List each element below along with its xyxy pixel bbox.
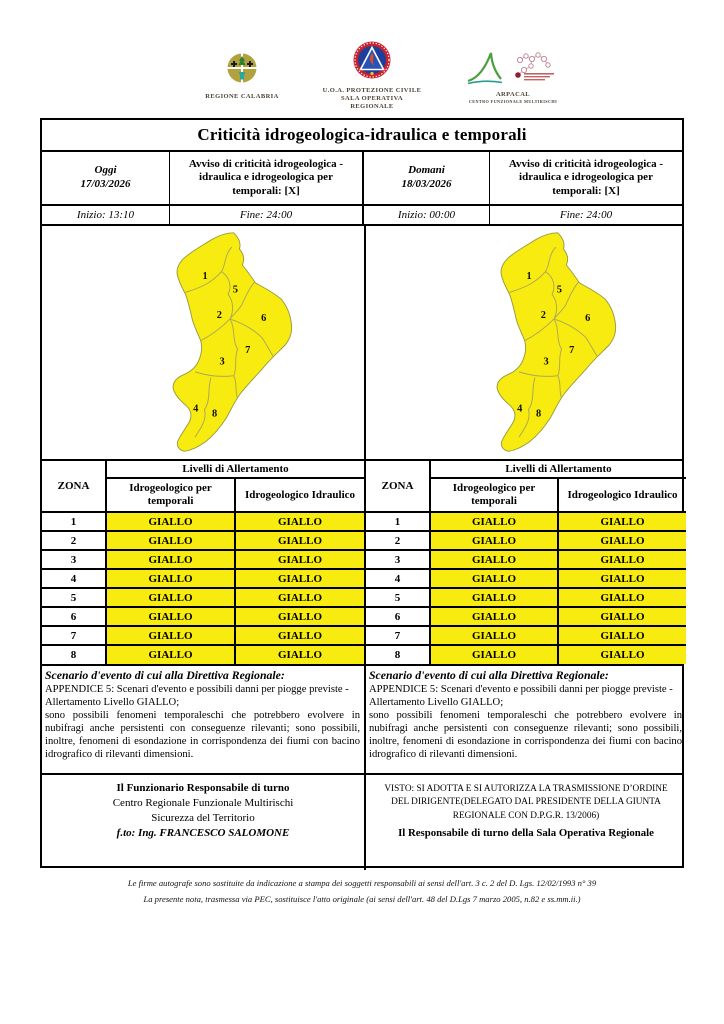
bulletin-table xyxy=(40,118,684,868)
idraulico-level-cell: GIALLO xyxy=(235,626,364,645)
today-date: 17/03/2026 xyxy=(80,178,131,190)
map-zone-5-label: 5 xyxy=(556,284,563,296)
temporali-level-cell: GIALLO xyxy=(430,512,558,531)
tomorrow-label: Domani xyxy=(408,164,445,177)
map-zone-2-label: 2 xyxy=(540,309,546,321)
zona-number-cell: 2 xyxy=(42,531,106,550)
visto-statement: VISTO: SI ADOTTA E SI AUTORIZZA LA TRASMISSIONE D’ORDINE DEL DIRIGENTE(DELEGATO DAL PRESIDENTE DELLA GIUNTA REGIONALE CON D.P.G.R. 13/2006) xyxy=(384,784,668,821)
alert-table-tomorrow-body xyxy=(366,512,686,664)
temporali-level-cell: GIALLO xyxy=(430,588,558,607)
arpacal-caption-line1: ARPACAL xyxy=(495,91,531,98)
alert-table-row xyxy=(42,626,364,645)
scenario-today-cell xyxy=(42,666,364,773)
zona-number-cell: 7 xyxy=(42,626,106,645)
tomorrow-start-cell: Inizio: 00:00 xyxy=(362,206,489,224)
map-zone-4-label: 4 xyxy=(193,403,199,415)
footnote-pec: La presente nota, trasmessa via PEC, sostituisce l'atto originale (ai sensi dell'art. 48 del D.Lgs 7 marzo 2005, n.82 e ss.mm.ii.) xyxy=(143,894,581,904)
zona-number-cell: 1 xyxy=(366,512,430,531)
protezione-civile-caption-line2: SALA OPERATIVA REGIONALE xyxy=(341,95,403,111)
zona-number-cell: 5 xyxy=(366,588,430,607)
idraulico-level-cell: GIALLO xyxy=(558,645,686,664)
today-end-cell: Fine: 24:00 xyxy=(169,206,362,224)
footnote-signatures: Le firme autografe sono sostituite da indicazione a stampa dei soggetti responsabili ai sensi dell'art. 3 c. 2 del D. Lgs. 12/02/1993 n° 39 xyxy=(127,878,597,888)
tomorrow-date-cell xyxy=(362,152,489,204)
map-zone-7-label: 7 xyxy=(569,344,575,356)
arpacal-logo-icon xyxy=(454,46,572,88)
idraulico-level-cell: GIALLO xyxy=(235,531,364,550)
tomorrow-date: 18/03/2026 xyxy=(401,178,452,190)
today-start-cell: Inizio: 13:10 xyxy=(76,209,135,221)
temporali-level-cell: GIALLO xyxy=(430,550,558,569)
zona-number-cell: 5 xyxy=(42,588,106,607)
col-temporali-header: Idrogeologico per temporali xyxy=(106,478,235,512)
scenario-appendix-line: APPENDICE 5: Scenari d'evento e possibili danni per piogge previste - Allertamento Livello GIALLO; xyxy=(45,684,349,708)
zona-number-cell: 4 xyxy=(366,569,430,588)
temporali-level-cell: GIALLO xyxy=(106,607,235,626)
alert-table-row xyxy=(42,607,364,626)
levels-header: Livelli di Allertamento xyxy=(430,461,686,478)
idraulico-level-cell: GIALLO xyxy=(558,626,686,645)
temporali-level-cell: GIALLO xyxy=(430,626,558,645)
temporali-level-cell: GIALLO xyxy=(106,550,235,569)
levels-header: Livelli di Allertamento xyxy=(106,461,364,478)
map-zone-7-label: 7 xyxy=(245,344,251,356)
map-zone-6-label: 6 xyxy=(261,312,267,324)
calabria-map-today-svg xyxy=(156,230,303,457)
alert-table-row xyxy=(42,550,364,569)
alert-table-row xyxy=(366,531,686,550)
temporali-level-cell: GIALLO xyxy=(430,531,558,550)
map-zone-8-label: 8 xyxy=(212,408,218,420)
alert-table-today xyxy=(42,461,364,664)
zona-number-cell: 3 xyxy=(42,550,106,569)
idraulico-level-cell: GIALLO xyxy=(558,569,686,588)
alert-table-row xyxy=(42,645,364,664)
idraulico-level-cell: GIALLO xyxy=(235,607,364,626)
idraulico-level-cell: GIALLO xyxy=(235,645,364,664)
scenario-description: sono possibili fenomeni temporaleschi che potrebbero evolvere in nubifragi anche persistenti con conseguenze rilevanti; sono possibili, inoltre, fenomeni di esondazione in corrispondenza dei fiumi con bacino idrografico di rilevanti dimensioni. xyxy=(45,709,360,760)
alert-table-row xyxy=(366,626,686,645)
map-zone-1-label: 1 xyxy=(526,271,532,283)
temporali-level-cell: GIALLO xyxy=(106,512,235,531)
map-zone-3-label: 3 xyxy=(543,356,549,368)
temporali-level-cell: GIALLO xyxy=(430,645,558,664)
signature-left-cell xyxy=(42,775,364,870)
alert-table-row xyxy=(42,512,364,531)
alert-table-row xyxy=(42,569,364,588)
idraulico-level-cell: GIALLO xyxy=(235,550,364,569)
regione-calabria-caption: REGIONE CALABRIA xyxy=(205,93,279,100)
temporali-level-cell: GIALLO xyxy=(106,626,235,645)
idraulico-level-cell: GIALLO xyxy=(558,531,686,550)
zona-number-cell: 6 xyxy=(366,607,430,626)
protezione-civile-logo-icon xyxy=(352,40,392,80)
zona-number-cell: 3 xyxy=(366,550,430,569)
alert-table-tomorrow xyxy=(364,461,686,664)
funzionario-signature: f.to: Ing. FRANCESCO SALOMONE xyxy=(116,826,290,839)
today-label: Oggi xyxy=(94,164,117,177)
protezione-civile-logo-block xyxy=(322,40,422,111)
zona-number-cell: 8 xyxy=(42,645,106,664)
map-zone-8-label: 8 xyxy=(536,408,542,420)
col-idraulico-header: Idrogeologico Idraulico xyxy=(558,478,686,512)
time-row xyxy=(42,204,682,224)
temporali-level-cell: GIALLO xyxy=(106,569,235,588)
map-zone-1-label: 1 xyxy=(202,271,208,283)
calabria-map-today xyxy=(42,226,364,459)
funzionario-org-line2: Sicurezza del Territorio xyxy=(151,811,255,824)
responsabile-title: Il Responsabile di turno della Sala Operativa Regionale xyxy=(398,827,654,840)
tomorrow-end-cell: Fine: 24:00 xyxy=(489,206,682,224)
map-zone-6-label: 6 xyxy=(585,312,591,324)
regione-calabria-logo-block xyxy=(200,52,284,101)
zona-header: ZONA xyxy=(366,461,430,512)
idraulico-level-cell: GIALLO xyxy=(558,588,686,607)
alert-levels-row xyxy=(42,459,682,664)
header-logo-strip xyxy=(0,0,724,118)
zona-number-cell: 4 xyxy=(42,569,106,588)
scenario-appendix-line: APPENDICE 5: Scenari d'evento e possibili danni per piogge previste - Allertamento Livello GIALLO; xyxy=(369,684,673,708)
alert-table-row xyxy=(366,607,686,626)
map-zone-2-label: 2 xyxy=(216,309,222,321)
calabria-map-tomorrow-svg xyxy=(480,230,627,457)
idraulico-level-cell: GIALLO xyxy=(235,512,364,531)
alert-table-today-body xyxy=(42,512,364,664)
zona-number-cell: 8 xyxy=(366,645,430,664)
temporali-level-cell: GIALLO xyxy=(430,607,558,626)
col-idraulico-header: Idrogeologico Idraulico xyxy=(235,478,364,512)
temporali-level-cell: GIALLO xyxy=(106,531,235,550)
alert-table-row xyxy=(366,512,686,531)
temporali-level-cell: GIALLO xyxy=(106,588,235,607)
idraulico-level-cell: GIALLO xyxy=(558,512,686,531)
zona-number-cell: 2 xyxy=(366,531,430,550)
map-zone-5-label: 5 xyxy=(232,284,239,296)
zona-header: ZONA xyxy=(42,461,106,512)
notice-row xyxy=(42,150,682,204)
title-row xyxy=(42,120,682,150)
zona-number-cell: 1 xyxy=(42,512,106,531)
temporali-level-cell: GIALLO xyxy=(430,569,558,588)
today-notice-cell: Avviso di criticità idrogeologica - idraulica e idrogeologica per temporali: [X] xyxy=(169,152,362,204)
map-zone-4-label: 4 xyxy=(517,403,523,415)
idraulico-level-cell: GIALLO xyxy=(235,569,364,588)
scenario-row xyxy=(42,664,682,773)
signatures-row xyxy=(42,773,682,870)
alert-table-row xyxy=(42,531,364,550)
map-zone-3-label: 3 xyxy=(219,356,225,368)
scenario-heading: Scenario d'evento di cui alla Direttiva Regionale: xyxy=(45,668,285,682)
alert-table-row xyxy=(366,569,686,588)
scenario-heading: Scenario d'evento di cui alla Direttiva Regionale: xyxy=(369,668,609,682)
alert-table-row xyxy=(366,645,686,664)
zona-number-cell: 6 xyxy=(42,607,106,626)
maps-row xyxy=(42,224,682,459)
col-temporali-header: Idrogeologico per temporali xyxy=(430,478,558,512)
protezione-civile-caption-line1: U.O.A. PROTEZIONE CIVILE xyxy=(322,87,422,94)
idraulico-level-cell: GIALLO xyxy=(558,607,686,626)
funzionario-org-line1: Centro Regionale Funzionale Multirischi xyxy=(112,796,294,809)
alert-table-row xyxy=(42,588,364,607)
regione-calabria-logo-icon xyxy=(225,52,259,86)
today-date-cell xyxy=(42,152,169,204)
calabria-map-tomorrow xyxy=(364,226,686,459)
arpacal-caption-line2: CENTRO FUNZIONALE MULTIRISCHI xyxy=(468,99,558,105)
alert-table-row xyxy=(366,550,686,569)
zona-number-cell: 7 xyxy=(366,626,430,645)
funzionario-title: Il Funzionario Responsabile di turno xyxy=(116,782,290,794)
signature-right-cell xyxy=(364,775,686,870)
tomorrow-notice-cell: Avviso di criticità idrogeologica - idraulica e idrogeologica per temporali: [X] xyxy=(489,152,682,204)
idraulico-level-cell: GIALLO xyxy=(558,550,686,569)
scenario-tomorrow-cell xyxy=(364,666,686,773)
scenario-description: sono possibili fenomeni temporaleschi che potrebbero evolvere in nubifragi anche persistenti con conseguenze rilevanti; sono possibili, inoltre, fenomeni di esondazione in corrispondenza dei fiumi con bacino idrografico di rilevanti dimensioni. xyxy=(369,709,682,760)
temporali-level-cell: GIALLO xyxy=(106,645,235,664)
alert-table-row xyxy=(366,588,686,607)
page-title: Criticità idrogeologica-idraulica e temporali xyxy=(197,125,527,144)
arpacal-logo-block xyxy=(448,46,578,104)
idraulico-level-cell: GIALLO xyxy=(235,588,364,607)
footnotes xyxy=(0,872,724,904)
